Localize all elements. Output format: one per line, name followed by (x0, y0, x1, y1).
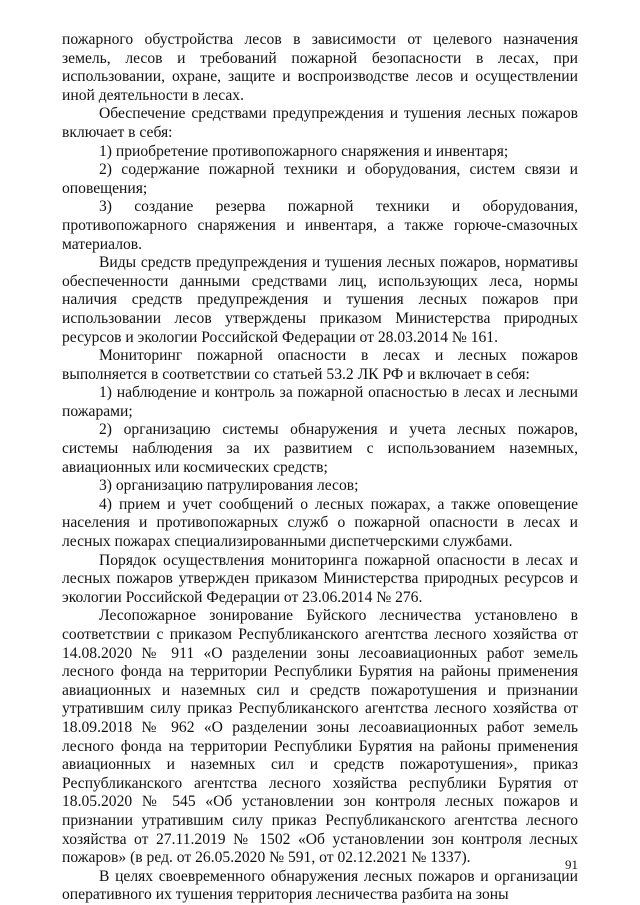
list-item: 2) содержание пожарной техники и оборудования, систем связи и оповещения; (62, 161, 578, 197)
list-item: 1) наблюдение и контроль за пожарной опасностью в лесах и лесными пожарами; (62, 384, 578, 420)
list-item: 3) создание резерва пожарной техники и оборудования, противопожарного снаряжения и инвентаря, а также горюче-смазочных материалов. (62, 198, 578, 253)
paragraph: Лесопожарное зонирование Буйского лесничества установлено в соответствии с приказом Республиканского агентства лесного хозяйства от 14.08.2020 № 911 «О разделении зоны лесоавиационных работ земель лесного фонда на территории Республики Бурятия на районы применения авиационных и наземных сил и средств пожаротушения и признании утратившим силу приказ Республиканского агентства лесного хозяйства от 18.09.2018 № 962 «О разделении зоны лесоавиационных работ земель лесного фонда на территории Республики Бурятия на районы применения авиационных и наземных сил и средств пожаротушения», приказ Республиканского агентства лесного хозяйства республики Бурятия от 18.05.2020 № 545 «Об установлении зон контроля лесных пожаров и признании утратившим силу приказ Республиканского агентства лесного хозяйства от 27.11.2019 № 1502 «Об установлении зон контроля лесных пожаров» (в ред. от 26.05.2020 № 591, от 02.12.2021 № 1337). (62, 607, 578, 867)
list-item: 1) приобретение противопожарного снаряжения и инвентаря; (99, 142, 509, 160)
paragraph: пожарного обустройства лесов в зависимости от целевого назначения земель, лесов и требований пожарной безопасности в лесах, при использовании, охране, защите и воспроизводстве лесов и осуществлении иной деятельности в лесах. (62, 31, 578, 104)
list-item: 3) организацию патрулирования лесов; (99, 477, 359, 495)
paragraph: Обеспечение средствами предупреждения и тушения лесных пожаров включает в себя: (62, 105, 578, 141)
list-item: 4) прием и учет сообщений о лесных пожарах, а также оповещение населения и противопожарных служб о пожарной опасности в лесах и лесных пожарах специализированными диспетчерскими службами. (62, 495, 578, 551)
page-number: 91 (565, 857, 578, 872)
document-body (62, 31, 578, 905)
paragraph: В целях своевременного обнаружения лесных пожаров и организации оперативного их тушения территория лесничества разбита на зоны (62, 867, 578, 904)
list-item: 2) организацию системы обнаружения и учета лесных пожаров, системы наблюдения за их развитием с использованием наземных, авиационных или космических средств; (62, 421, 578, 476)
paragraph: Мониторинг пожарной опасности в лесах и лесных пожаров выполняется в соответствии со статьей 53.2 ЛК РФ и включает в себя: (62, 347, 578, 383)
paragraph: Порядок осуществления мониторинга пожарной опасности в лесах и лесных пожаров утвержден приказом Министерства природных ресурсов и экологии Российской Федерации от 23.06.2014 № 276. (62, 551, 578, 606)
paragraph: Виды средств предупреждения и тушения лесных пожаров, нормативы обеспеченности данными средствами лиц, использующих леса, нормы наличия средств предупреждения и тушения лесных пожаров при использовании лесов утверждены приказом Министерства природных ресурсов и экологии Российской Федерации от 28.03.2014 № 161. (62, 254, 578, 346)
